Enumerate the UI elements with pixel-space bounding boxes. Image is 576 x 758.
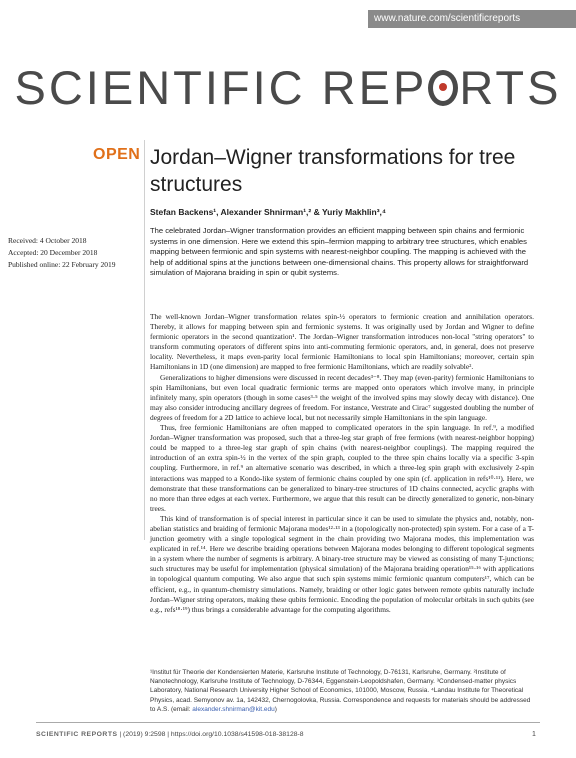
publication-dates <box>8 235 138 271</box>
affiliations <box>150 668 534 714</box>
body-paragraph: This kind of transformation is of special interest in particular since it can be used to simulate the physics and, notably, non-abelian statistics and braiding of fermionic Majorana modes¹²·¹³ in a (topologically non-protected) spin system. For a case of a T-junction geometry with a single topological segment in the chain providing two Majorana modes, this implementation was explicated in ref.¹⁴. Here we describe braiding operations between Majorana modes belonging to different topological segments in a system where the number of segments is arbitrary. A binary-tree structure may be viewed as consisting of many T-junctions; such structures may be useful for implementation (physical simulation) of the Majorana braiding operation¹⁵·¹⁶ with applications in topological quantum computing. We also argue that such spin systems mimic fermionic quantum computers¹⁷, which can be efficient, e.g., in quantum-chemistry simulations. Namely, braiding or other logic gates between remote qubits naturally include Jordan–Wigner string operators, making these qubits fermionic. Encoding the population of molecular orbitals in such qubits (see e.g., refs¹⁸·¹⁹) thus brings a considerable advantage for the computing algorithms. <box>150 513 534 614</box>
abstract: The celebrated Jordan–Wigner transformation provides an efficient mapping between spin chains and fermionic systems in one dimension. Here we extend this spin–fermion mapping to arbitrary tree structures, which enables mapping between fermionic and spin systems with nearest-neighbor coupling. The mapping is achieved with the help of additional spins at the junctions between one-dimensional chains. This property allows for straightforward simulation of Majorana braiding in spin or qubit systems. <box>150 226 529 277</box>
published-date: Published online: 22 February 2019 <box>8 260 116 269</box>
page-footer <box>36 731 540 738</box>
footer-journal-name: SCIENTIFIC REPORTS <box>36 731 118 738</box>
journal-url-banner[interactable]: www.nature.com/scientificreports <box>368 10 576 28</box>
footer-citation-doi[interactable]: | (2019) 9:2598 | https://doi.org/10.1038/s41598-018-38128-8 <box>119 731 304 738</box>
affiliations-close: ) <box>274 705 277 713</box>
author-list: Stefan Backens¹, Alexander Shnirman¹,² & Yuriy Makhlin³,⁴ <box>150 207 387 217</box>
body-paragraph: Thus, free fermionic Hamiltonians are often mapped to complicated operators in the spin language. In ref.⁹, a modified Jordan–Wigner transformation was proposed, such that a three-leg star graph of free fermions (with nearest-neighbor hopping) could be mapped to a three-leg star graph of spin chains (with nearest-neighbor couplings). The mapping required the introduction of an extra spin-½ in the vertex of the spin graph, coupled to the three spin chains locally via a specific 3-spin coupling. Furthermore, in ref.⁹ an alternative scenario was described, in which a three-leg spin graph with exclusively 2-spin interactions was mapped to a Kondo-like system of fermionic chains coupled by one spin (cf. application in refs¹⁰·¹¹). Here, we demonstrate that these transformations can be generalized to binary-tree structures of 1D chains connected, acyclic graphs with no more than three edges at each vertex. Furthermore, we argue that this result can be directly generalized to generic, non-binary trees. <box>150 423 534 513</box>
body-paragraph: Generalizations to higher dimensions were discussed in recent decades³⁻⁸. They map (even-parity) fermionic Hamiltonians to spin Hamiltonians, but even local quadratic fermionic terms are mapped onto operators which involve many, in principle infinitely many, spin operators (though in some cases³·⁵ the weight of the involved spins may slowly decay with distance). One may also consider introducing ancillary degrees of freedom. For instance, Verstrate and Cirac⁷ suggested doubling the number of degrees of freedom for a 2D lattice to achieve local, but not necessarily simple Hamiltonians in the spin language. <box>150 372 534 422</box>
footer-divider <box>36 722 540 723</box>
body-paragraph: The well-known Jordan–Wigner transformation relates spin-½ operators to fermionic creation and annihilation operators. Thereby, it allows for mapping between spin and fermionic systems. It was originally used by Jordan and Wigner to define fermionic operators in the second quantization¹. The Jordan–Wigner transformation introduces non-local "string operators" to transform commuting operators of different spins into anti-commuting fermionic operators, and, in general, does not preserve locality. Nevertheless, it maps even-parity local fermionic Hamiltonians to local spin Hamiltonians; moreover, certain spin Hamiltonians in 1D (one dimension) are mapped to free fermionic Hamiltonians, which are readily solvable². <box>150 312 534 372</box>
article-title: Jordan–Wigner transformations for tree structures <box>150 146 516 196</box>
open-access-badge: OPEN <box>93 146 141 163</box>
page-number: 1 <box>532 731 536 738</box>
affiliations-text: ¹Institut für Theorie der Kondensierten Materie, Karlsruhe Institute of Technology, D-76131, Karlsruhe, Germany. ²Institute of Nanotechnology, Karlsruhe Institute of Technology, D-76344, Eggenstein-Leopoldshafen, Germany. ³Condensed-matter physics Laboratory, National Research University Higher School of Economics, 101000, Moscow, Russia. ⁴Landau Institute for Theoretical Physics, acad. Semyonov av. 1a, 142432, Chernogolovka, Russia. Correspondence and requests for materials should be addressed to A.S. (email: <box>150 669 531 713</box>
column-divider <box>144 140 145 540</box>
journal-logo <box>0 60 576 115</box>
correspondence-email-link[interactable]: alexander.shnirman@kit.edu <box>192 705 275 713</box>
journal-logo-text-part2: RTS <box>459 61 562 114</box>
article-body <box>150 312 534 615</box>
accepted-date: Accepted: 20 December 2018 <box>8 248 98 257</box>
received-date: Received: 4 October 2018 <box>8 236 87 245</box>
journal-logo-text-part1: SCIENTIFIC REP <box>14 61 428 114</box>
logo-o-icon <box>428 70 458 106</box>
